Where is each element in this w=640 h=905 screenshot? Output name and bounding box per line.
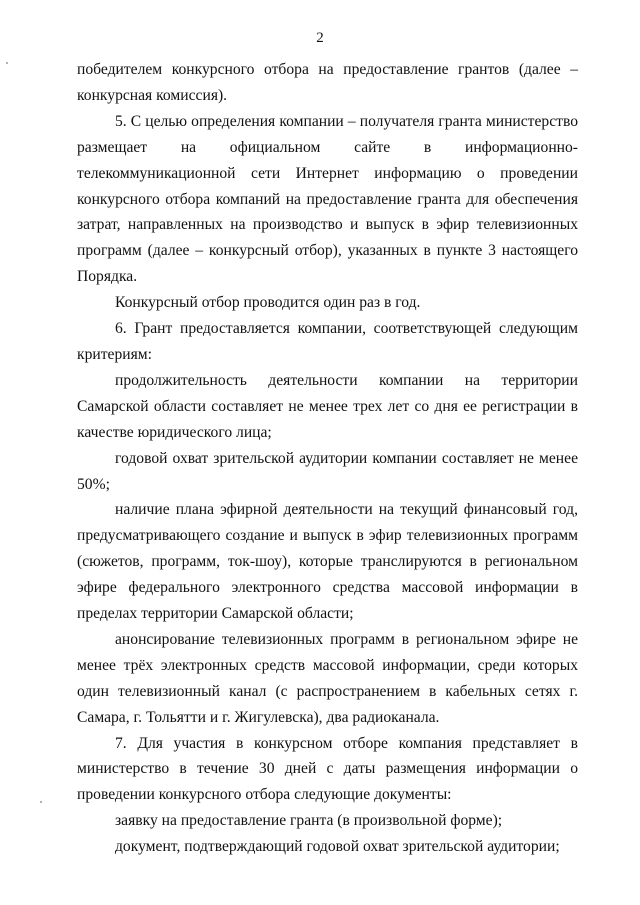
criterion-broadcast-plan: наличие плана эфирной деятельности на текущий финансовый год, предусматривающего создание и выпуск в эфир телевизионных программ (сюжетов, программ, ток-шоу), которые транслируются в региональном эфире федерального электронного средства массовой информации в пределах территории Самарской области;: [77, 501, 578, 623]
scan-artifact: [40, 801, 42, 803]
criterion-audience-coverage: годовой охват зрительской аудитории компании составляет не менее 50%;: [77, 449, 578, 493]
paragraph-selection-frequency: Конкурсный отбор проводится один раз в год.: [115, 294, 421, 312]
scan-artifact: [6, 62, 8, 64]
criterion-program-announcement: анонсирование телевизионных программ в региональном эфире не менее трёх электронных средств массовой информации, среди которых один телевизионный канал (с распространением в кабельных сетях г. Самара, г. Тольятти и г. Жигулевска), два радиоканала.: [77, 630, 578, 726]
paragraph-item-7: 7. Для участия в конкурсном отборе компания представляет в министерство в течение 30 дней с даты размещения информации о проведении конкурсного отбора следующие документы:: [77, 734, 578, 804]
document-audience-proof: документ, подтверждающий годовой охват зрительской аудитории;: [115, 838, 560, 856]
paragraph-item-6: 6. Грант предоставляется компании, соответствующей следующим критериям:: [77, 320, 578, 363]
paragraph-item-5: 5. С целью определения компании – получателя гранта министерство размещает на официальном сайте в информационно-телекоммуникационной сети Интернет информацию о проведении конкурсного отбора компаний на предоставление гранта для обеспечения затрат, направленных на производство и выпуск в эфир телевизионных программ (далее – конкурсный отбор), указанных в пункте 3 настоящего Порядка.: [77, 112, 578, 286]
criterion-activity-duration: продолжительность деятельности компании на территории Самарской области составляет не менее трех лет со дня ее регистрации в качестве юридического лица;: [77, 371, 578, 441]
document-body: [77, 57, 578, 860]
document-application: заявку на предоставление гранта (в произвольной форме);: [115, 812, 503, 830]
page-number: 2: [316, 30, 324, 46]
paragraph-continuation: победителем конкурсного отбора на предоставление грантов (далее – конкурсная комиссия).: [77, 61, 578, 104]
